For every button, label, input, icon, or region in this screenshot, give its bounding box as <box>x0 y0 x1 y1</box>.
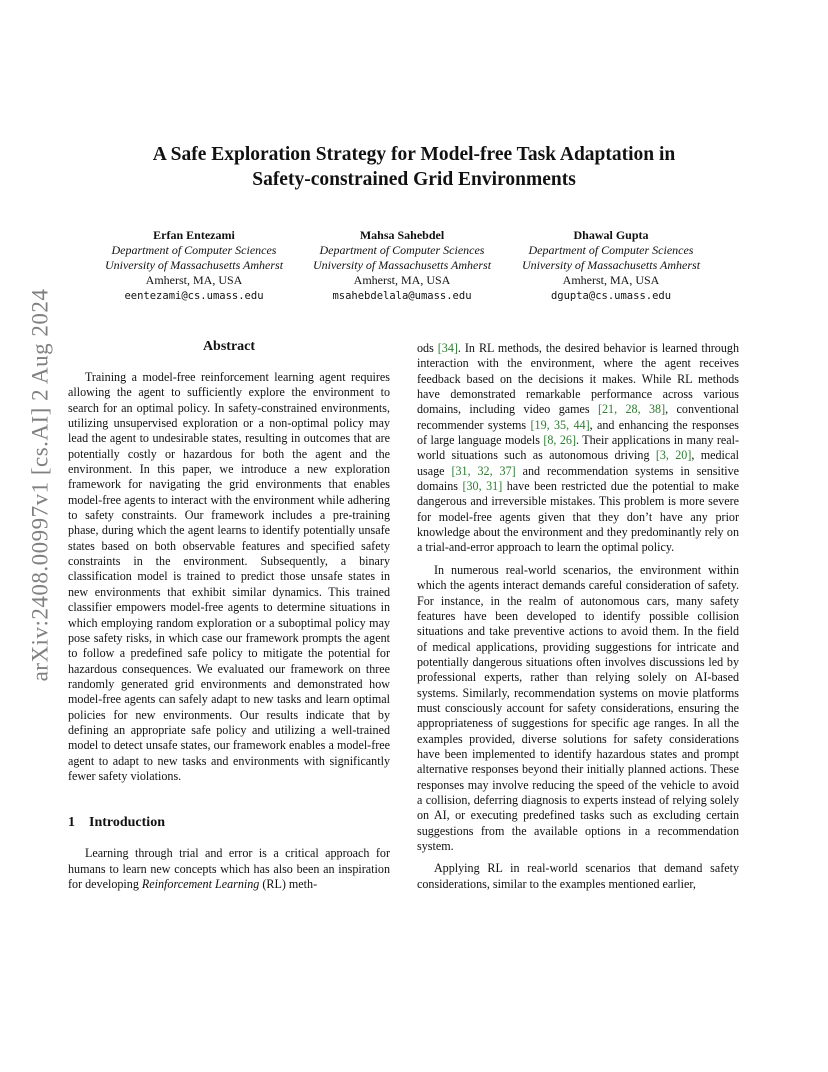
author-email: msahebdelala@umass.edu <box>332 290 472 302</box>
abstract-text: Training a model-free reinforcement learning agent requires allowing the agent to sufficiently explore the environment to search for an optimal policy. In safety-constrained environments, utilizing unsupervised exploration or a non-optimal policy may lead the agent to undesirable states, resulting in outcomes that are potentially costly or hazardous for both the agent and the environment. In this paper, we introduce a new exploration framework for navigating the grid environments that enables model-free agents to interact with the environment while adhering to safety constraints. Our framework includes a pre-training phase, during which the agent learns to identify potentially unsafe states based on both observable features and specified safety constraints in the environment. Subsequently, a binary classification model is trained to predict those unsafe states in new environments that exhibit similar dynamics. This trained classifier empowers model-free agents to determine situations in which employing random exploration or a suboptimal policy may pose safety risks, in which case our framework prompts the agent to follow a predefined safe policy to mitigate the potential for hazardous consequences. We evaluated our framework on three randomly generated grid environments and demonstrated how model-free agents can safely adapt to new tasks and learn optimal policies for new environments. Our results indicate that by defining an appropriate safe policy and utilizing a well-trained model to detect unsafe states, our framework enables a model-free agent to adapt to new tasks and environments with significantly fewer safety violations. <box>68 370 390 783</box>
author-location: Amherst, MA, USA <box>353 273 451 287</box>
right-column <box>417 341 739 892</box>
author-university: University of Massachusetts Amherst <box>104 258 284 272</box>
left-column <box>68 338 390 892</box>
author-3 <box>511 228 711 304</box>
arxiv-identifier-text: arXiv:2408.00997v1 [cs.AI] 2 Aug 2024 <box>27 288 53 682</box>
intro-paragraph <box>68 846 390 892</box>
paragraph-text: , medical usage <box>417 448 739 478</box>
paper-title <box>100 142 728 192</box>
author-email: eentezami@cs.umass.edu <box>124 290 264 302</box>
author-name: Mahsa Sahebdel <box>359 228 445 242</box>
citation-link[interactable]: [21, 28, 38] <box>597 402 666 417</box>
paragraph-text: . In RL methods, the desired behavior is learned through interaction with the environment, where the agent receives feedback based on the decisions it makes. While RL methods have demonstrated remarkable performance across various domains, including video games <box>417 341 739 417</box>
intro-text-a: Learning through trial and error is a critical approach for humans to learn new concepts which has also been an inspiration for developing <box>68 846 390 891</box>
paragraph-text: , conventional recommender systems <box>417 402 740 432</box>
paragraph-text: ods <box>417 341 438 355</box>
author-department: Department of Computer Sciences <box>319 243 485 257</box>
citation-link[interactable]: [31, 32, 37] <box>451 463 516 478</box>
section-heading-introduction <box>68 814 390 832</box>
paragraph-text: have been restricted due the potential to make dangerous and irreversible mistakes. This problem is more severe for model-free agents given that they don’t have any prior knowledge about the environment and they predominantly rely on a trial-and-error approach to learn the optimal policy. <box>417 479 739 555</box>
title-line-2: Safety-constrained Grid Environments <box>252 169 576 190</box>
citation-link[interactable]: [3, 20] <box>655 448 692 463</box>
paragraph-text: and recommendation systems in sensitive domains <box>417 463 739 494</box>
section-title: Introduction <box>89 815 165 831</box>
section-number: 1 <box>68 815 75 831</box>
right-paragraph-1 <box>417 341 739 556</box>
author-name: Dhawal Gupta <box>573 228 649 242</box>
paragraph-text: . Their applications in many real-world situations such as autonomous driving <box>417 433 739 463</box>
author-location: Amherst, MA, USA <box>145 273 243 287</box>
author-university: University of Massachusetts Amherst <box>312 258 492 272</box>
author-name: Erfan Entezami <box>153 228 235 242</box>
right-paragraph-2: In numerous real-world scenarios, the environment within which the agents interact demands careful consideration of safety. For instance, in the realm of autonomous cars, many safety features have been developed to identify possible collision situations and take preventive actions to avoid them. In the field of medical applications, providing suggestions for intricate and potentially dangerous situations often involves discussions led by professional experts, rather than relying solely on AI-based systems. Similarly, recommendation systems on movie platforms must consciously account for safety considerations, ensuring the appropriateness of suggestions for specific age ranges. In all the examples provided, diverse solutions for safety considerations have been implemented to identify hazardous states and prompt alternative responses beyond their initially planned actions. These responses may involve reducing the speed of the vehicle to avoid a collision, deferring diagnosis to experts instead of relying solely on AI, or executing predefined tasks such as excluding certain suggestions from the available options in a recommendation system. <box>417 562 739 853</box>
abstract-heading: Abstract <box>202 339 256 354</box>
citation-link[interactable]: [30, 31] <box>462 479 503 494</box>
citation-link[interactable]: [8, 26] <box>543 433 576 448</box>
title-line-1: A Safe Exploration Strategy for Model-free Task Adaptation in <box>152 144 676 165</box>
author-location: Amherst, MA, USA <box>562 273 660 287</box>
author-department: Department of Computer Sciences <box>528 243 694 257</box>
author-university: University of Massachusetts Amherst <box>521 258 701 272</box>
intro-text-b: (RL) meth- <box>259 876 318 891</box>
author-department: Department of Computer Sciences <box>111 243 277 257</box>
author-email: dgupta@cs.umass.edu <box>550 290 672 302</box>
citation-link[interactable]: [19, 35, 44] <box>530 417 590 432</box>
citation-link[interactable]: [34] <box>437 341 458 355</box>
right-paragraph-3: Applying RL in real-world scenarios that demand safety considerations, similar to the examples mentioned earlier, <box>417 861 739 891</box>
author-2 <box>302 228 502 304</box>
author-1 <box>94 228 294 304</box>
arxiv-identifier <box>20 290 60 680</box>
paragraph-text: , and enhancing the responses of large language models <box>417 417 739 448</box>
intro-text-emphasis: Reinforcement Learning <box>141 876 260 891</box>
